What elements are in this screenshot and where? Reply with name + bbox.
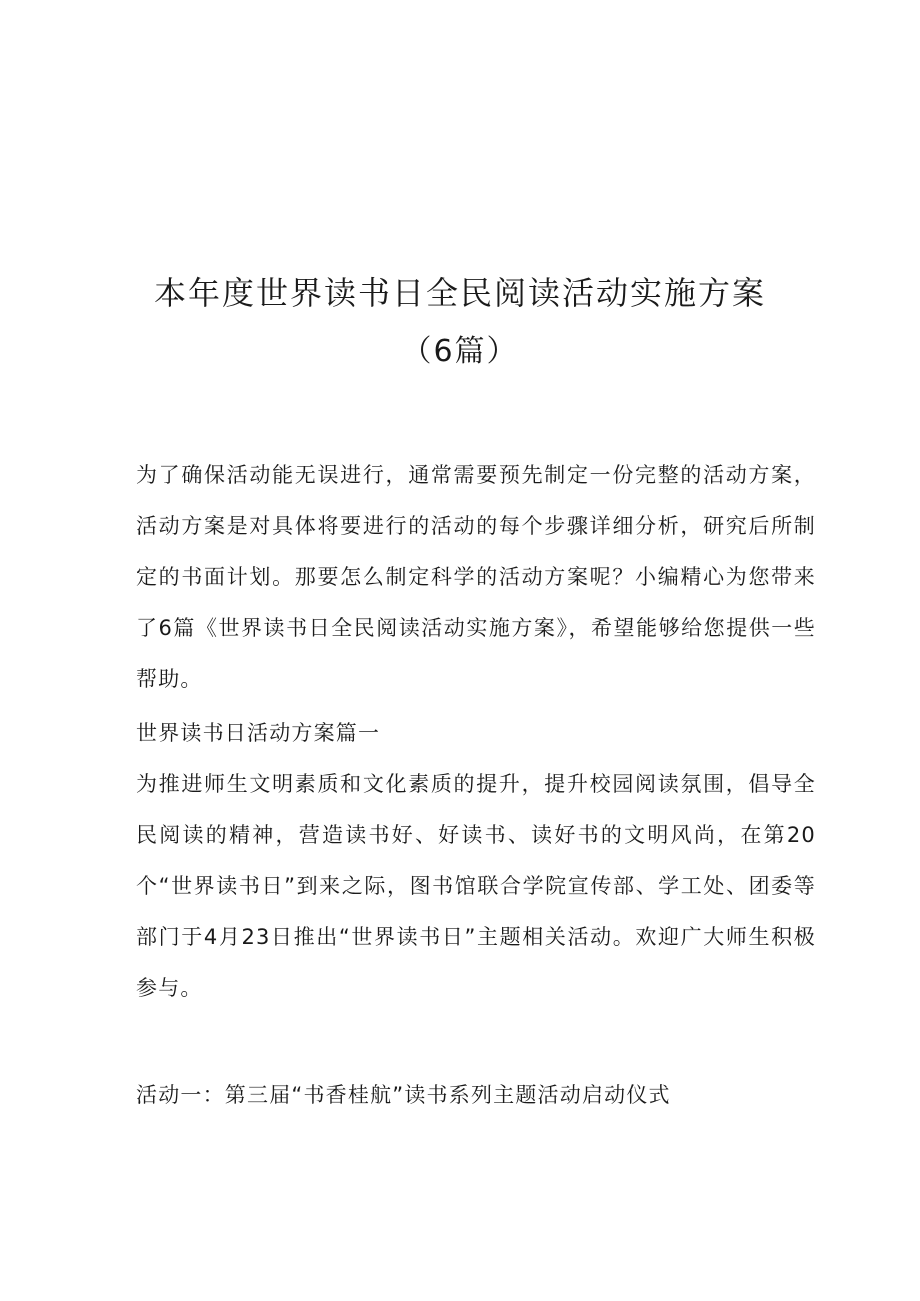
activity-heading: 活动一：第三届“书香桂航”读书系列主题活动启动仪式 (136, 1083, 671, 1107)
document-title: 本年度世界读书日全民阅读活动实施方案 (153, 274, 766, 312)
section-paragraph: 为推进师生文明素质和文化素质的提升，提升校园阅读氛围，倡导全民阅读的精神，营造读书好、好读书、读好书的文明风尚，在第20个“世界读书日”到来之际，图书馆联合学院宣传部、学工处、团委等部门于4月23日推出“世界读书日”主题相关活动。欢迎广大师生积极参与。 (136, 772, 816, 1000)
document-subtitle-count: （6篇） (401, 334, 519, 369)
intro-paragraph: 为了确保活动能无误进行，通常需要预先制定一份完整的活动方案，活动方案是对具体将要进行的活动的每个步骤详细分析，研究后所制定的书面计划。那要怎么制定科学的活动方案呢？小编精心为您带来了6篇《世界读书日全民阅读活动实施方案》，希望能够给您提供一些帮助。 (136, 463, 816, 691)
section-heading: 世界读书日活动方案篇一 (136, 721, 381, 745)
